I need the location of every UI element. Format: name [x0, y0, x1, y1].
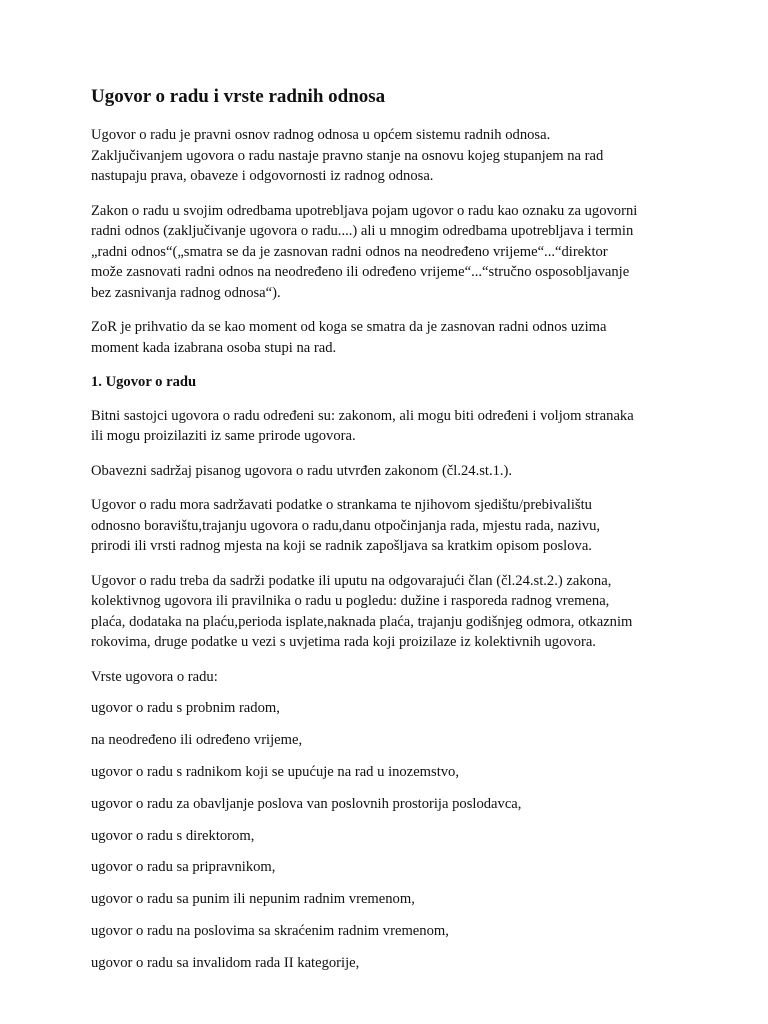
- paragraph: [91, 125, 691, 187]
- paragraph-line: Zakon o radu u svojim odredbama upotrebljava pojam ugovor o radu kao oznaku za ugovorni: [91, 202, 638, 219]
- section-paragraphs: [91, 406, 691, 653]
- paragraph-line: nastupaju prava, obaveze i odgovornosti iz radnog odnosa.: [91, 168, 434, 184]
- document-page: [91, 85, 691, 985]
- paragraph-line: prirodi ili vrsti radnog mjesta na koji se radnik zapošljava sa kratkim opisom poslova.: [91, 538, 592, 554]
- paragraph: [91, 495, 691, 557]
- paragraph: [91, 461, 691, 482]
- paragraph: [91, 406, 691, 447]
- contract-types-list: [91, 698, 691, 974]
- paragraph-line: odnosno boravištu,trajanju ugovora o radu,danu otpočinjanja rada, mjestu rada, nazivu,: [91, 517, 601, 534]
- intro-paragraphs: [91, 125, 691, 358]
- list-item: ugovor o radu sa pripravnikom,: [91, 859, 276, 876]
- list-item: ugovor o radu za obavljanje poslova van poslovnih prostorija poslodavca,: [91, 795, 522, 812]
- paragraph: [91, 317, 691, 358]
- paragraph-line: Ugovor o radu mora sadržavati podatke o strankama te njihovom sjedištu/prebivalištu: [91, 497, 592, 513]
- paragraph-line: Ugovor o radu je pravni osnov radnog odnosa u općem sistemu radnih odnosa.: [91, 127, 551, 143]
- list-item: ugovor o radu sa punim ili nepunim radnim vremenom,: [91, 891, 415, 908]
- paragraph-line: „radni odnos“(„smatra se da je zasnovan radni odnos na neodređeno vrijeme“...“direktor: [91, 243, 608, 260]
- paragraph: [91, 571, 691, 653]
- paragraph-line: ili mogu proizilaziti iz same prirode ugovora.: [91, 428, 356, 444]
- paragraph-line: Zaključivanjem ugovora o radu nastaje pravno stanje na osnovu kojeg stupanjem na rad: [91, 147, 604, 164]
- list-item: ugovor o radu na poslovima sa skraćenim radnim vremenom,: [91, 923, 449, 940]
- list-intro: Vrste ugovora o radu:: [91, 668, 218, 685]
- list-item: ugovor o radu s radnikom koji se upućuje na rad u inozemstvo,: [91, 763, 460, 780]
- paragraph-line: može zasnovati radni odnos na neodređeno ili određeno vrijeme“...“stručno osposobljavanje: [91, 264, 630, 280]
- paragraph-line: Obavezni sadržaj pisanog ugovora o radu utvrđen zakonom (čl.24.st.1.).: [91, 462, 513, 479]
- paragraph-line: Ugovor o radu treba da sadrži podatke ili uputu na odgovarajući član (čl.24.st.2.) zakona,: [91, 572, 612, 589]
- list-item: na neodređeno ili određeno vrijeme,: [91, 731, 303, 748]
- list-item: ugovor o radu s direktorom,: [91, 827, 255, 844]
- paragraph-line: plaća, dodataka na plaću,perioda isplate,naknada plaća, trajanju godišnjeg odmora, otkaznim: [91, 613, 633, 630]
- paragraph: [91, 201, 691, 304]
- paragraph-line: ZoR je prihvatio da se kao moment od koga se smatra da je zasnovan radni odnos uzima: [91, 319, 607, 335]
- section-heading: 1. Ugovor o radu: [91, 374, 197, 390]
- paragraph-line: rokovima, druge podatke u vezi s uvjetima rada koji proizilaze iz kolektivnih ugovora.: [91, 634, 596, 650]
- paragraph-line: radni odnos (zaključivanje ugovora o radu....) ali u mnogim odredbama upotrebljava i termin: [91, 223, 634, 239]
- list-item: ugovor o radu s probnim radom,: [91, 700, 280, 716]
- paragraph-line: bez zasnivanja radnog odnosa“).: [91, 284, 281, 301]
- document-title: Ugovor o radu i vrste radnih odnosa: [91, 86, 386, 107]
- paragraph-line: moment kada izabrana osoba stupi na rad.: [91, 339, 337, 356]
- list-item: ugovor o radu sa invalidom rada II kategorije,: [91, 955, 360, 972]
- paragraph-line: kolektivnog ugovora ili pravilnika o radu u pogledu: dužine i rasporeda radnog vremena,: [91, 593, 610, 609]
- paragraph-line: Bitni sastojci ugovora o radu određeni su: zakonom, ali mogu biti određeni i voljom stranaka: [91, 407, 634, 424]
